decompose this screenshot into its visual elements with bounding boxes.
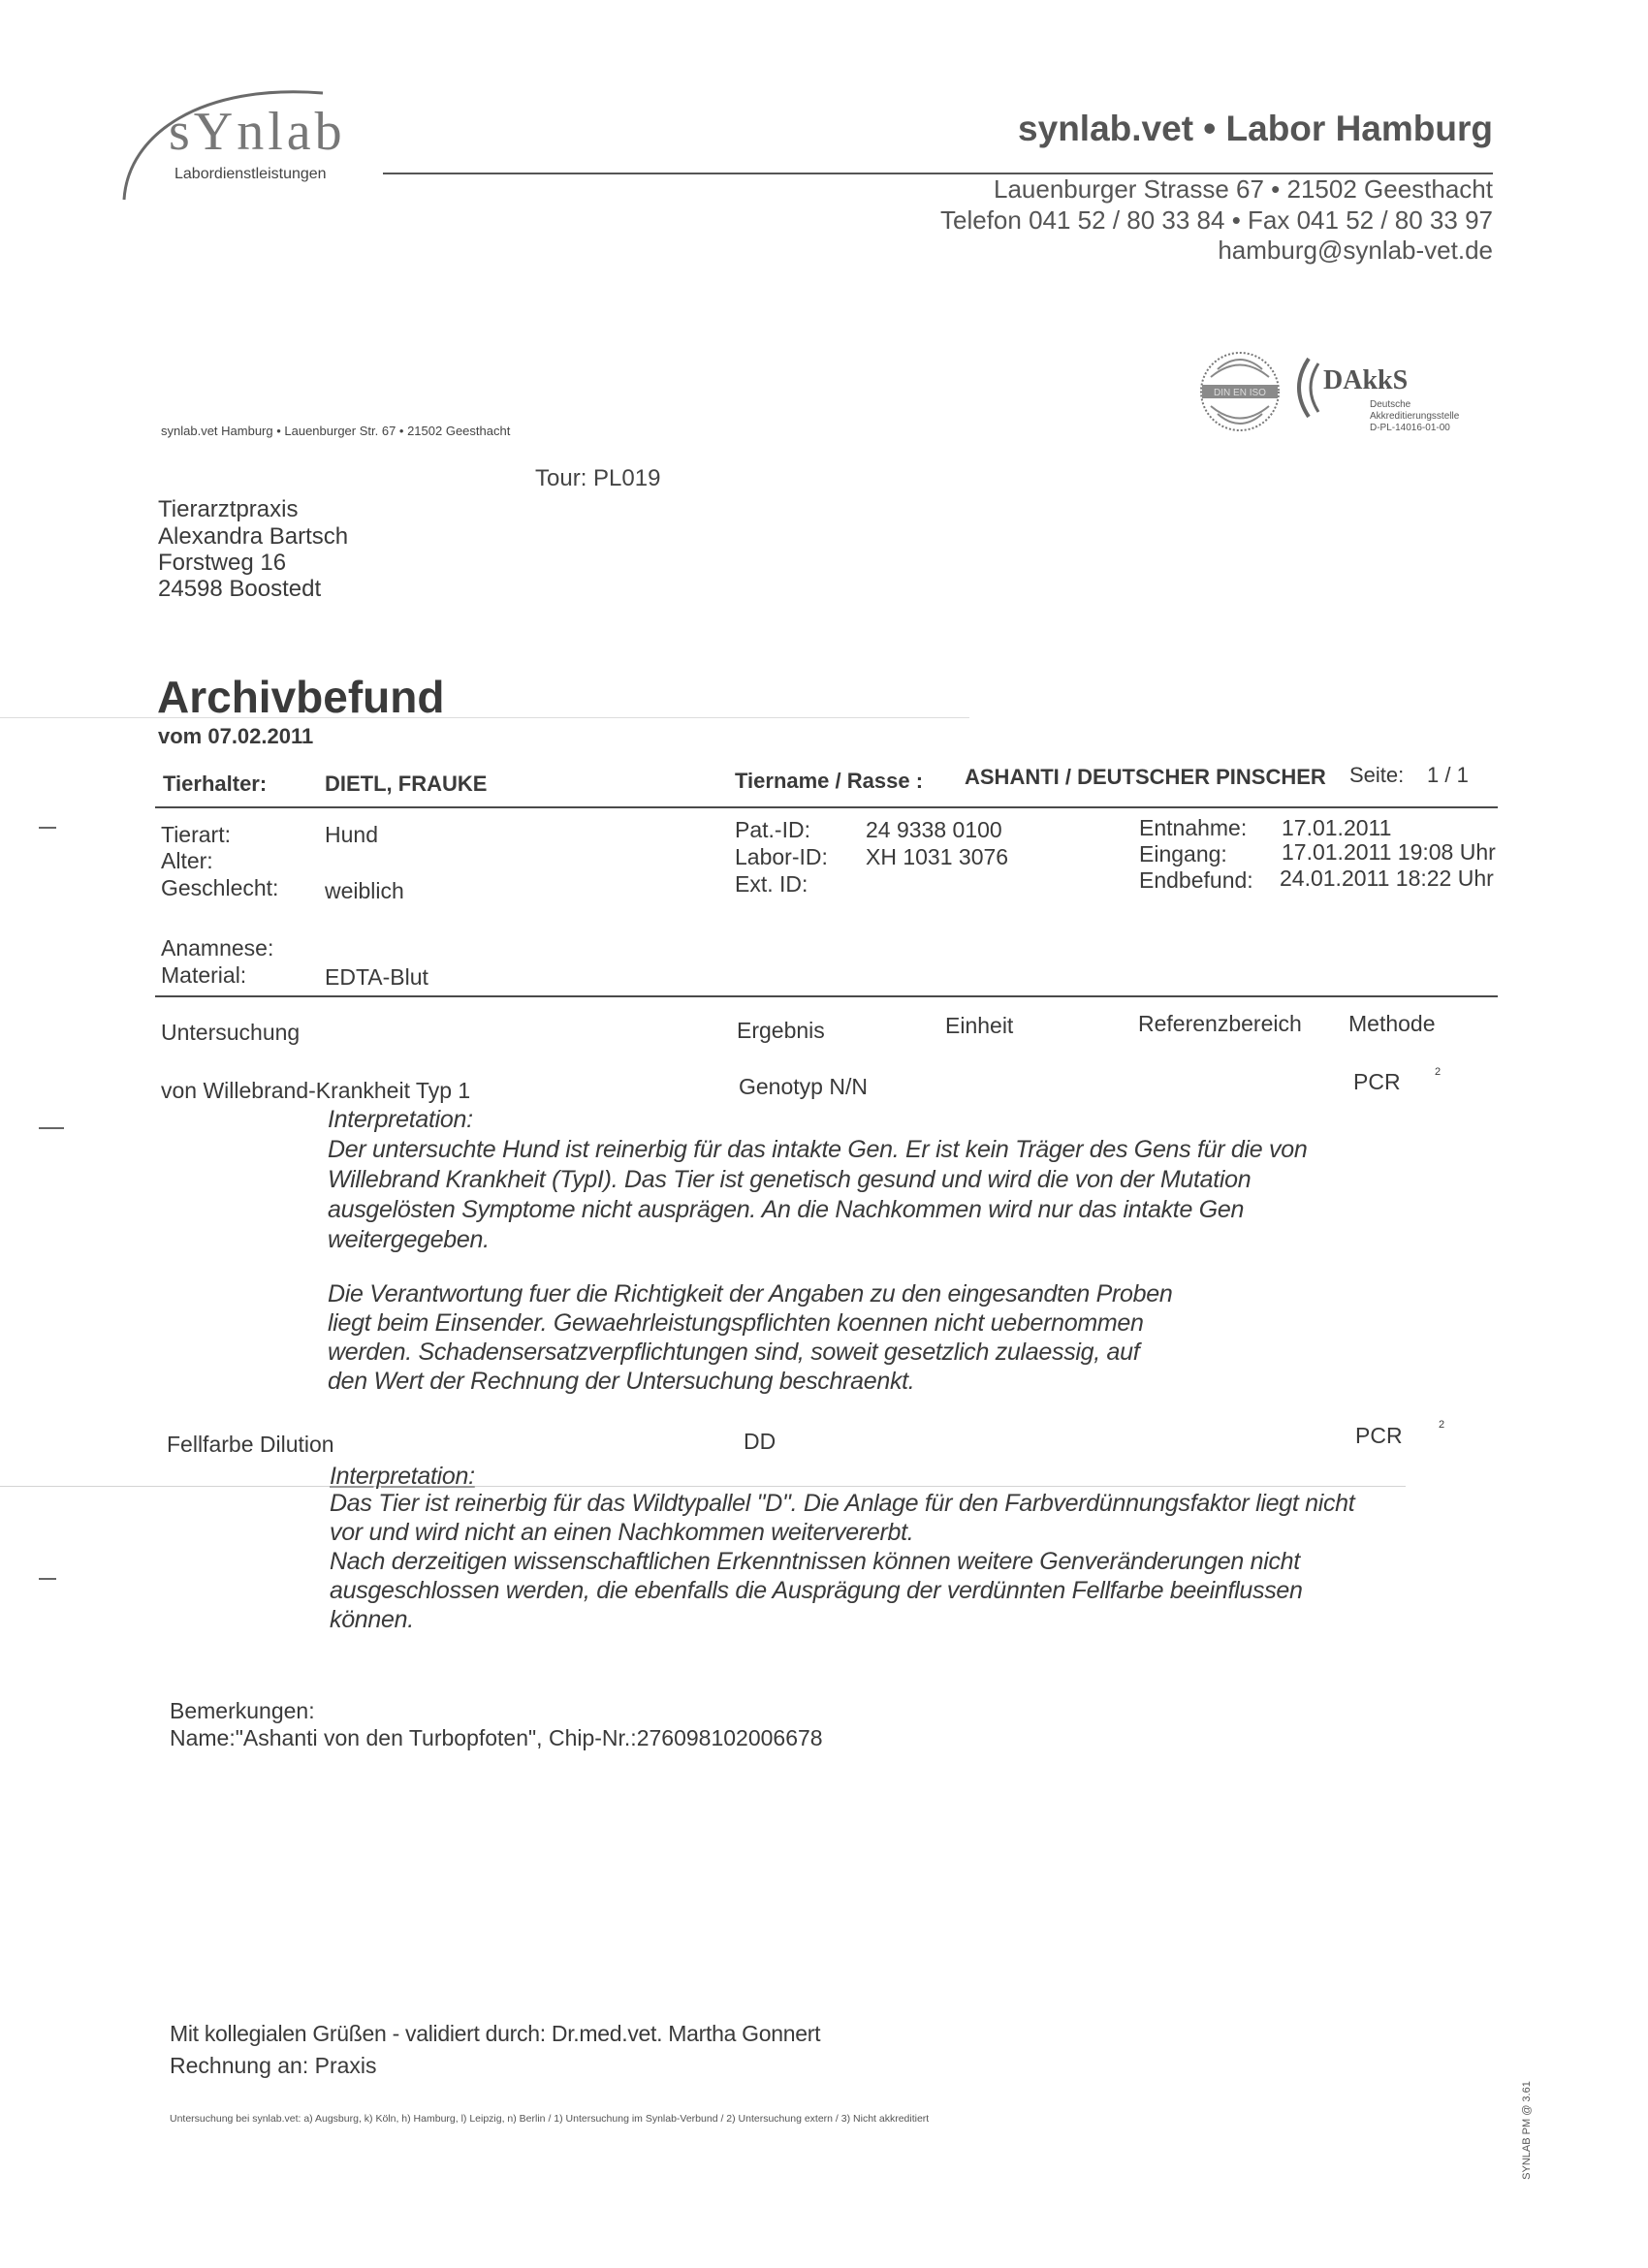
test-result: Genotyp N/N xyxy=(739,1074,868,1099)
interpretation-label: Interpretation: xyxy=(328,1106,473,1133)
owner-value: DIETL, FRAUKE xyxy=(325,772,488,796)
test-method: PCR xyxy=(1353,1069,1401,1094)
logo-subtitle: Labordienstleistungen xyxy=(174,166,327,182)
test-name: Fellfarbe Dilution xyxy=(167,1432,334,1457)
tour-code: Tour: PL019 xyxy=(535,465,661,491)
billing-info: Rechnung an: Praxis xyxy=(170,2053,377,2078)
sample-date-label: Entnahme: xyxy=(1139,815,1248,840)
sex-value: weiblich xyxy=(325,878,404,903)
owner-divider xyxy=(155,806,1498,808)
disclaimer-line: werden. Schadensersatzverpflichtungen sind, soweit gesetzlich zulaessig, auf xyxy=(328,1339,1140,1366)
pat-id-label: Pat.-ID: xyxy=(735,817,810,842)
interpretation-line: ausgeschlossen werden, die ebenfalls die Ausprägung der verdünnten Fellfarbe beeinflussen xyxy=(330,1577,1303,1604)
footer-note: Untersuchung bei synlab.vet: a) Augsburg, k) Köln, h) Hamburg, l) Leipzig, n) Berlin / 1) Untersuchung im Synlab-Verbund / 2) Untersuchung extern / 3) Nicht akkreditiert xyxy=(170,2113,930,2125)
interpretation-line: Willebrand Krankheit (TypI). Das Tier ist genetisch gesund und wird die von der Mutation xyxy=(328,1166,1252,1193)
column-header-test: Untersuchung xyxy=(161,1020,301,1045)
disclaimer-line: liegt beim Einsender. Gewaehrleistungspflichten koennen nicht uebernommen xyxy=(328,1309,1144,1337)
pat-id-value: 24 9338 0100 xyxy=(866,817,1002,842)
owner-label: Tierhalter: xyxy=(163,772,268,796)
page-label: Seite: xyxy=(1349,763,1405,787)
recipient-line: 24598 Boostedt xyxy=(158,576,322,602)
final-report-label: Endbefund: xyxy=(1139,867,1253,893)
method-footnote: 2 xyxy=(1439,1419,1445,1431)
report-title: Archivbefund xyxy=(157,672,445,722)
animal-label: Tiername / Rasse : xyxy=(735,769,924,793)
sex-label: Geschlecht: xyxy=(161,875,279,900)
interpretation-line: können. xyxy=(330,1606,414,1633)
interpretation-label: Interpretation: xyxy=(330,1463,475,1490)
dakks-line1: Deutsche xyxy=(1370,399,1411,410)
received-label: Eingang: xyxy=(1139,841,1227,866)
din-seal-icon xyxy=(1196,348,1284,435)
disclaimer-line: Die Verantwortung fuer die Richtigkeit der Angaben zu den eingesandten Proben xyxy=(328,1280,1173,1307)
species-label: Tierart: xyxy=(161,822,231,847)
lab-email: hamburg@synlab-vet.de xyxy=(1218,236,1493,265)
lab-id-label: Labor-ID: xyxy=(735,844,828,869)
test-result: DD xyxy=(744,1429,776,1454)
disclaimer-line: den Wert der Rechnung der Untersuchung beschraenkt. xyxy=(328,1368,915,1395)
lab-phone-fax: Telefon 041 52 / 80 33 84 • Fax 041 52 / 80 33 97 xyxy=(940,205,1493,235)
scan-artifact-line xyxy=(0,1486,1406,1487)
column-header-reference: Referenzbereich xyxy=(1138,1011,1302,1036)
age-label: Alter: xyxy=(161,848,213,873)
method-footnote: 2 xyxy=(1435,1066,1442,1078)
margin-mark xyxy=(39,827,56,829)
seal-text: DIN EN ISO xyxy=(1214,388,1266,398)
synlab-logo xyxy=(114,76,366,202)
material-label: Material: xyxy=(161,962,247,988)
interpretation-line: ausgelösten Symptome nicht ausprägen. An die Nachkommen wird nur das intakte Gen xyxy=(328,1196,1245,1223)
accreditation-logos xyxy=(1192,344,1522,441)
received-value: 17.01.2011 19:08 Uhr xyxy=(1282,839,1496,865)
interpretation-line: vor und wird nicht an einen Nachkommen weitervererbt. xyxy=(330,1519,914,1546)
lab-title: synlab.vet • Labor Hamburg xyxy=(1018,109,1493,148)
form-id: SYNLAB PM @ 3.61 xyxy=(1521,2081,1533,2180)
test-method: PCR xyxy=(1355,1423,1403,1448)
anamnesis-label: Anamnese: xyxy=(161,935,274,961)
dakks-name: DAkkS xyxy=(1323,365,1409,395)
column-header-result: Ergebnis xyxy=(737,1018,825,1043)
recipient-line: Forstweg 16 xyxy=(158,550,287,576)
interpretation-line: weitergegeben. xyxy=(328,1226,490,1253)
final-report-value: 24.01.2011 18:22 Uhr xyxy=(1280,866,1494,891)
scan-artifact-line xyxy=(0,717,969,718)
column-header-method: Methode xyxy=(1348,1011,1436,1036)
dakks-line2: Akkreditierungsstelle xyxy=(1370,411,1460,422)
ext-id-label: Ext. ID: xyxy=(735,871,808,897)
animal-value: ASHANTI / DEUTSCHER PINSCHER xyxy=(965,765,1326,789)
species-value: Hund xyxy=(325,822,378,847)
lab-id-value: XH 1031 3076 xyxy=(866,844,1009,869)
interpretation-line: Das Tier ist reinerbig für das Wildtypallel "D". Die Anlage für den Farbverdünnungsfaktor liegt nicht xyxy=(330,1490,1355,1517)
margin-mark xyxy=(39,1127,64,1129)
validation-signature: Mit kollegialen Grüßen - validiert durch: Dr.med.vet. Martha Gonnert xyxy=(170,2021,821,2046)
page-value: 1 / 1 xyxy=(1427,763,1469,787)
sample-date-value: 17.01.2011 xyxy=(1282,815,1392,840)
sender-line: synlab.vet Hamburg • Lauenburger Str. 67 • 21502 Geesthacht xyxy=(161,424,511,438)
interpretation-line: Der untersuchte Hund ist reinerbig für das intakte Gen. Er ist kein Träger des Gens für die von xyxy=(328,1136,1308,1163)
dakks-id: D-PL-14016-01-00 xyxy=(1370,423,1450,433)
remarks-label: Bemerkungen: xyxy=(170,1698,315,1723)
recipient-line: Tierarztpraxis xyxy=(158,496,299,522)
interpretation-line: Nach derzeitigen wissenschaftlichen Erkenntnissen können weitere Genveränderungen nicht xyxy=(330,1548,1300,1575)
margin-mark xyxy=(39,1578,56,1580)
lab-address: Lauenburger Strasse 67 • 21502 Geesthacht xyxy=(993,174,1493,204)
column-header-unit: Einheit xyxy=(945,1013,1014,1038)
patient-divider xyxy=(155,995,1498,997)
report-date: vom 07.02.2011 xyxy=(158,724,314,748)
logo-wordmark: sYnlab xyxy=(169,102,346,162)
material-value: EDTA-Blut xyxy=(325,964,428,990)
remarks-text: Name:"Ashanti von den Turbopfoten", Chip-Nr.:276098102006678 xyxy=(170,1725,823,1750)
test-name: von Willebrand-Krankheit Typ 1 xyxy=(161,1078,471,1103)
recipient-line: Alexandra Bartsch xyxy=(158,523,349,550)
